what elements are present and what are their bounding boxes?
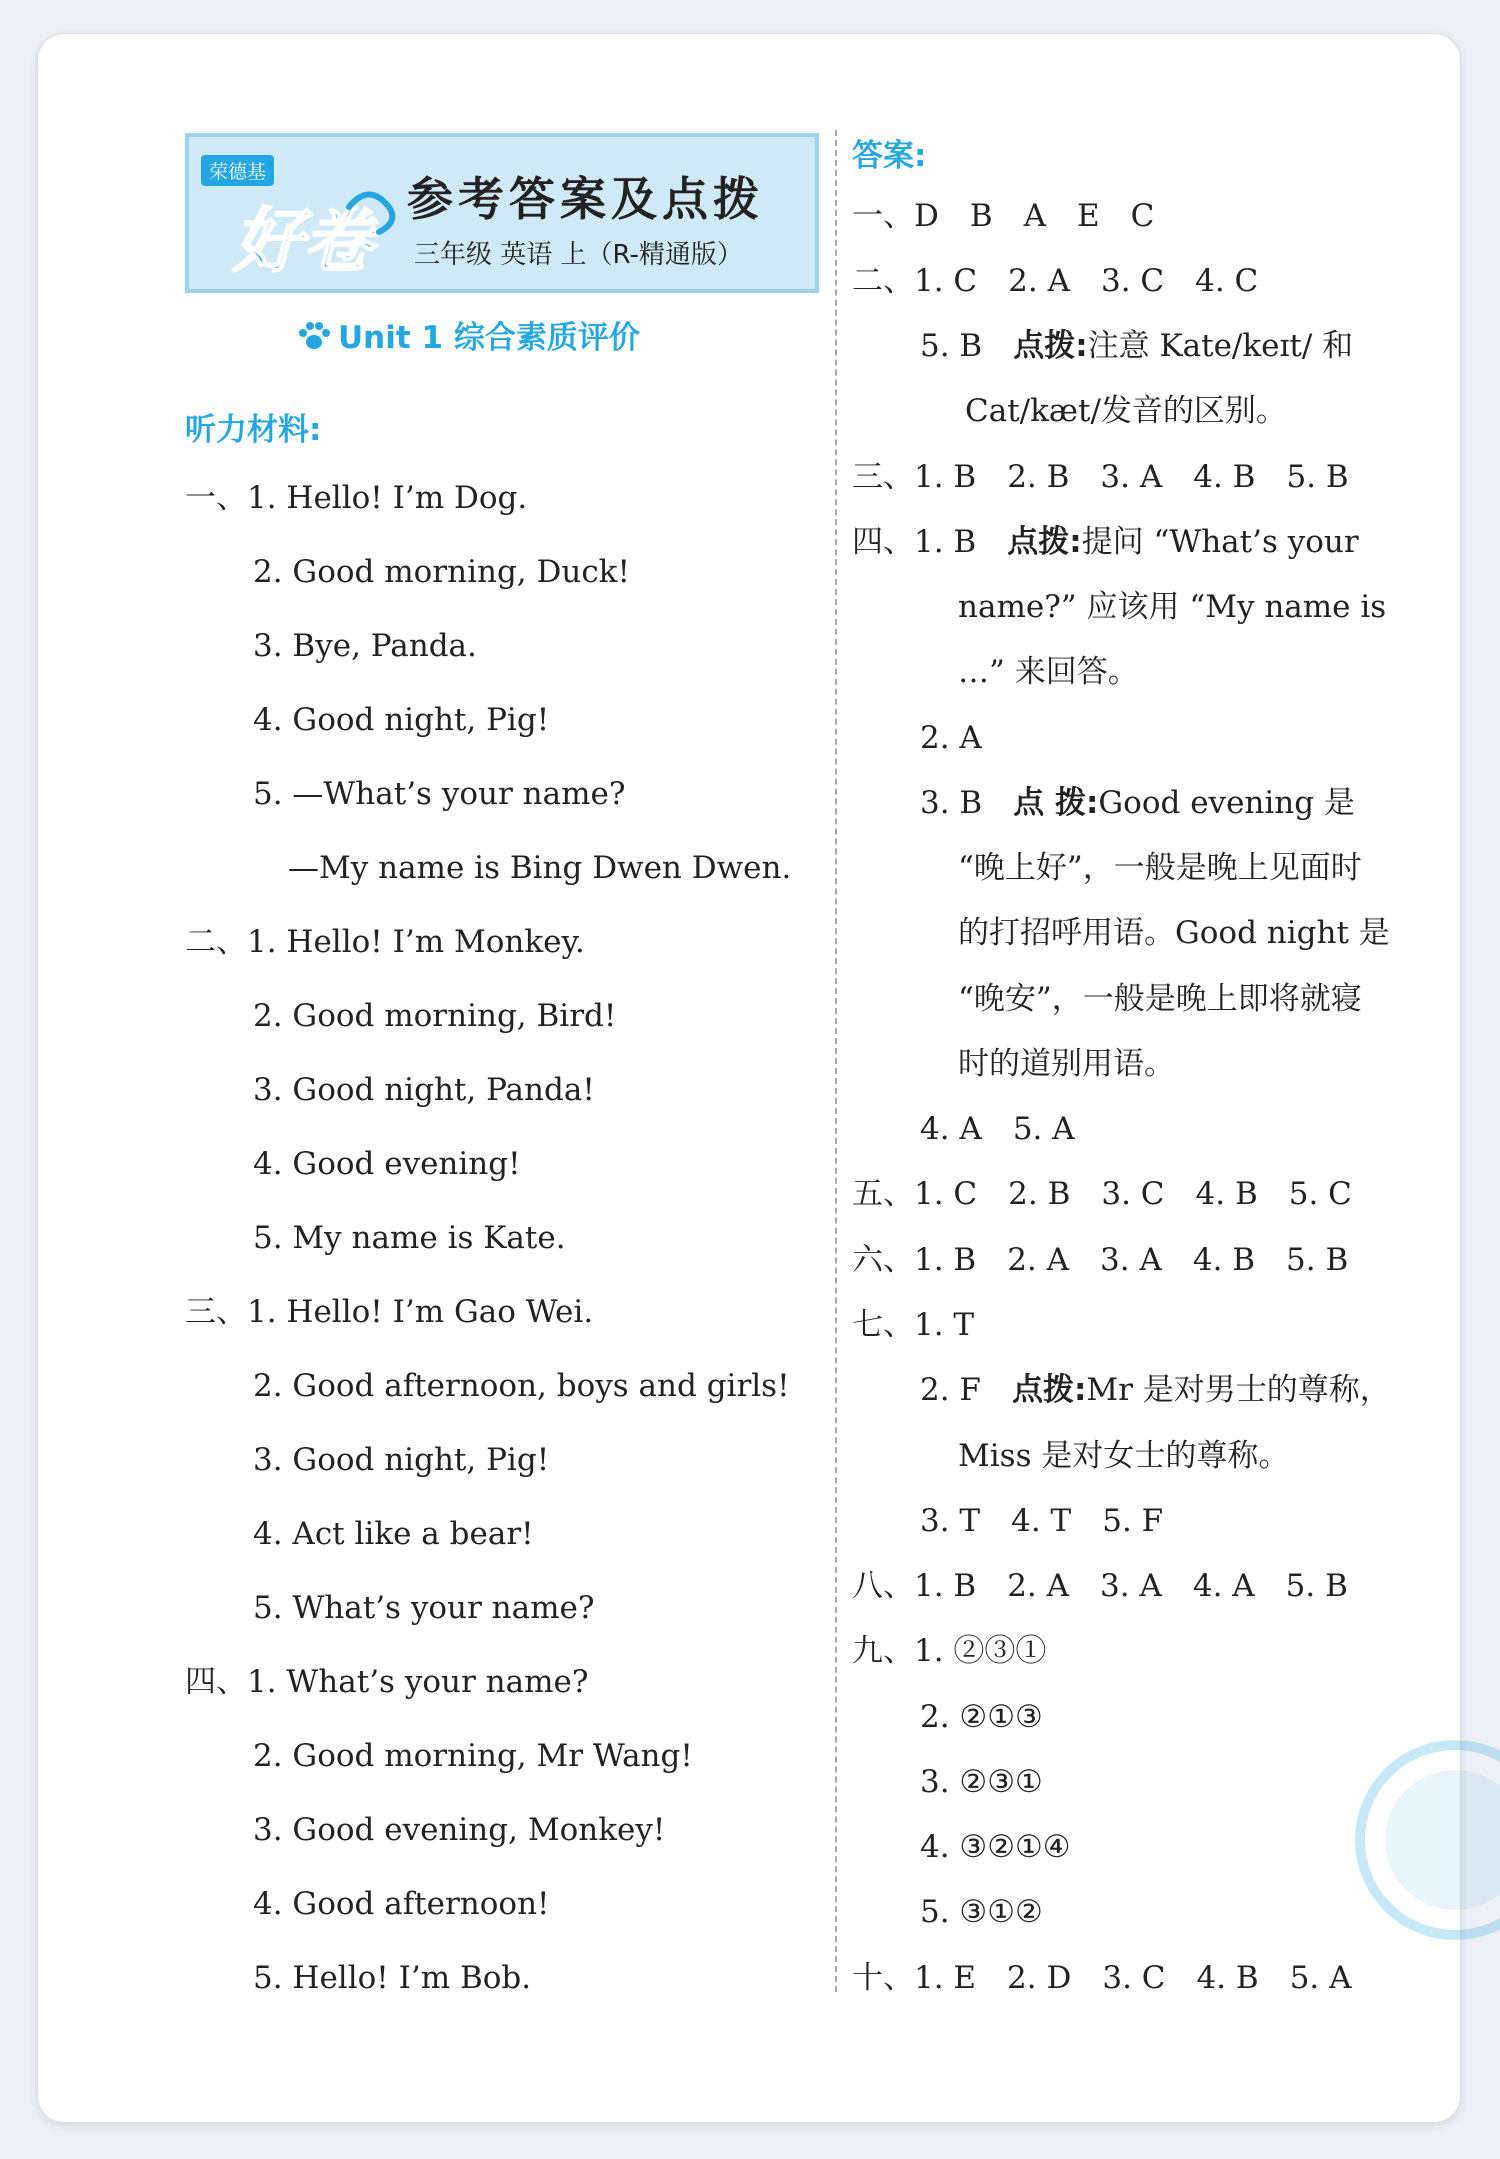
answer-line: 九、1. ②③① <box>852 1633 1047 1669</box>
listening-line: 四、1. What’s your name? <box>185 1664 589 1700</box>
answer-line: Miss 是对女士的尊称。 <box>958 1438 1290 1474</box>
answers-title: 答案: <box>852 138 927 174</box>
answer-line: name?” 应该用 “My name is <box>958 589 1387 625</box>
answer-line: “晚安”，一般是晚上即将就寝 <box>958 981 1362 1017</box>
tip-label: 点拨: <box>1013 328 1088 364</box>
unit-heading-text: Unit 1 综合素质评价 <box>338 320 640 356</box>
answer-line: 4. A 5. A <box>920 1111 1075 1147</box>
answer-line: 五、1. C 2. B 3. C 4. B 5. C <box>852 1176 1352 1212</box>
listening-line: 5. —What’s your name? <box>253 776 626 812</box>
listening-line: 二、1. Hello! I’m Monkey. <box>185 924 585 960</box>
answer-line: 3. ②③① <box>920 1764 1043 1800</box>
listening-line: —My name is Bing Dwen Dwen. <box>288 850 792 886</box>
unit-heading <box>296 312 640 357</box>
answer-line: 的打招呼用语。Good night 是 <box>958 915 1390 951</box>
listening-line: 2. Good afternoon, boys and girls! <box>253 1368 790 1404</box>
answer-line: …” 来回答。 <box>958 654 1139 690</box>
answer-line: 5. ③①② <box>920 1894 1043 1930</box>
answer-line: 2. A <box>920 720 982 756</box>
answer-line: 3. T 4. T 5. F <box>920 1503 1164 1539</box>
listening-line: 3. Good night, Pig! <box>253 1442 550 1478</box>
watermark-seal <box>1355 1690 1500 1990</box>
answer-line: 2. F 点拨:Mr 是对男士的尊称， <box>920 1372 1391 1408</box>
answer-line: 4. ③②①④ <box>920 1829 1071 1865</box>
listening-line: 4. Good evening! <box>253 1146 521 1182</box>
answer-line: 二、1. C 2. A 3. C 4. C <box>852 263 1259 299</box>
column-divider <box>835 130 837 1992</box>
listening-line: 2. Good morning, Duck! <box>253 554 630 590</box>
logo-text: 好卷 <box>233 200 373 282</box>
header-title: 参考答案及点拨 <box>407 172 764 226</box>
listening-line: 5. Hello! I’m Bob. <box>253 1960 532 1996</box>
answer-line: 三、1. B 2. B 3. A 4. B 5. B <box>852 459 1349 495</box>
listening-line: 4. Good night, Pig! <box>253 702 550 738</box>
listening-line: 三、1. Hello! I’m Gao Wei. <box>185 1294 594 1330</box>
listening-line: 一、1. Hello! I’m Dog. <box>185 480 528 516</box>
listening-line: 5. My name is Kate. <box>253 1220 566 1256</box>
listening-line: 4. Act like a bear! <box>253 1516 534 1552</box>
listening-line: 3. Bye, Panda. <box>253 628 477 664</box>
listening-line: 2. Good morning, Bird! <box>253 998 617 1034</box>
tip-label: 点拨: <box>1011 1372 1087 1408</box>
answer-line: 时的道别用语。 <box>958 1046 1175 1082</box>
logo-mark <box>229 177 404 287</box>
answer-line: 2. ②①③ <box>920 1699 1043 1735</box>
tip-label: 点 拨: <box>1013 785 1099 821</box>
answer-line: 六、1. B 2. A 3. A 4. B 5. B <box>852 1242 1349 1278</box>
listening-line: 5. What’s your name? <box>253 1590 595 1626</box>
answer-line: 八、1. B 2. A 3. A 4. A 5. B <box>852 1568 1348 1604</box>
brand-tag: 荣德基 <box>201 155 274 186</box>
listening-title: 听力材料: <box>185 412 322 448</box>
listening-line: 4. Good afternoon! <box>253 1886 550 1922</box>
paw-icon <box>296 321 332 351</box>
listening-line: 3. Good evening, Monkey! <box>253 1812 666 1848</box>
answer-line: 四、1. B 点拨:提问 “What’s your <box>852 524 1359 560</box>
answer-line: “晚上好”，一般是晚上见面时 <box>958 850 1362 886</box>
answer-line: 十、1. E 2. D 3. C 4. B 5. A <box>852 1960 1352 1996</box>
answer-line: 3. B 点 拨:Good evening 是 <box>920 785 1355 821</box>
answer-line: 一、D B A E C <box>852 198 1155 234</box>
answer-line: Cat/kæt/发音的区别。 <box>965 393 1287 429</box>
header-banner <box>185 133 819 293</box>
answer-line: 七、1. T <box>852 1307 975 1343</box>
listening-line: 2. Good morning, Mr Wang! <box>253 1738 693 1774</box>
answer-line: 5. B 点拨:注意 Kate/keɪt/ 和 <box>920 328 1354 364</box>
listening-line: 3. Good night, Panda! <box>253 1072 595 1108</box>
tip-label: 点拨: <box>1007 524 1082 560</box>
header-subtitle: 三年级 英语 上（R-精通版） <box>414 240 743 270</box>
